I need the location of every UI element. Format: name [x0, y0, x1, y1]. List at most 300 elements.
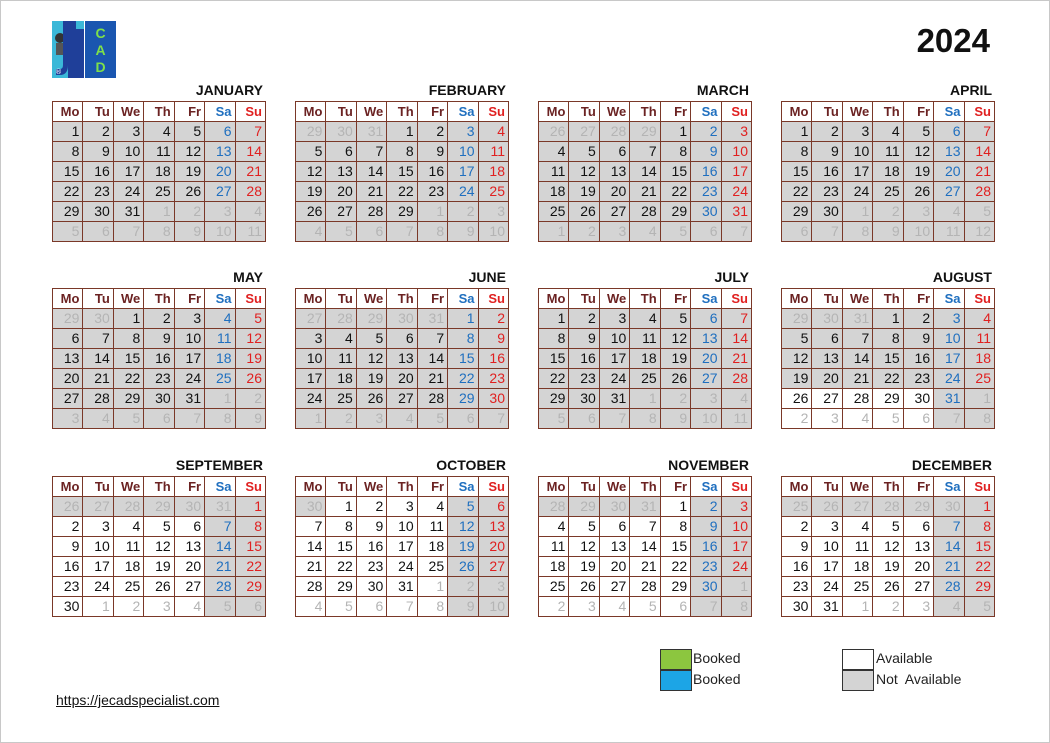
- day-cell[interactable]: 31: [387, 577, 417, 597]
- day-cell[interactable]: 17: [113, 162, 143, 182]
- day-cell[interactable]: 20: [478, 537, 508, 557]
- day-cell[interactable]: 16: [417, 162, 447, 182]
- day-cell[interactable]: 23: [782, 577, 812, 597]
- day-cell[interactable]: 18: [144, 162, 174, 182]
- day-cell-outside-month[interactable]: 3: [53, 409, 83, 429]
- day-cell[interactable]: 8: [53, 142, 83, 162]
- day-cell[interactable]: 27: [903, 577, 933, 597]
- day-cell[interactable]: 14: [356, 162, 386, 182]
- day-cell-outside-month[interactable]: 7: [599, 409, 629, 429]
- day-cell-outside-month[interactable]: 2: [174, 202, 204, 222]
- day-cell[interactable]: 23: [691, 557, 721, 577]
- day-cell[interactable]: 4: [964, 309, 994, 329]
- day-cell[interactable]: 21: [964, 162, 994, 182]
- day-cell-outside-month[interactable]: 6: [356, 597, 386, 617]
- day-cell[interactable]: 21: [630, 182, 660, 202]
- day-cell[interactable]: 23: [903, 369, 933, 389]
- day-cell[interactable]: 21: [83, 369, 113, 389]
- day-cell[interactable]: 15: [326, 537, 356, 557]
- day-cell[interactable]: 1: [387, 122, 417, 142]
- day-cell[interactable]: 15: [660, 162, 690, 182]
- day-cell-outside-month[interactable]: 6: [144, 409, 174, 429]
- day-cell[interactable]: 8: [782, 142, 812, 162]
- day-cell[interactable]: 3: [721, 497, 751, 517]
- day-cell[interactable]: 11: [113, 537, 143, 557]
- day-cell[interactable]: 12: [296, 162, 326, 182]
- day-cell[interactable]: 3: [387, 497, 417, 517]
- day-cell-outside-month[interactable]: 30: [387, 309, 417, 329]
- day-cell[interactable]: 21: [296, 557, 326, 577]
- day-cell[interactable]: 12: [569, 537, 599, 557]
- day-cell[interactable]: 7: [630, 142, 660, 162]
- day-cell[interactable]: 16: [691, 537, 721, 557]
- day-cell[interactable]: 29: [326, 577, 356, 597]
- day-cell[interactable]: 30: [569, 389, 599, 409]
- day-cell[interactable]: 28: [934, 577, 964, 597]
- day-cell[interactable]: 23: [691, 182, 721, 202]
- day-cell[interactable]: 3: [174, 309, 204, 329]
- day-cell[interactable]: 16: [53, 557, 83, 577]
- day-cell[interactable]: 17: [83, 557, 113, 577]
- day-cell-outside-month[interactable]: 5: [630, 597, 660, 617]
- day-cell[interactable]: 3: [842, 122, 872, 142]
- day-cell[interactable]: 25: [873, 182, 903, 202]
- day-cell[interactable]: 12: [235, 329, 265, 349]
- day-cell-outside-month[interactable]: 29: [53, 309, 83, 329]
- day-cell-outside-month[interactable]: 30: [599, 497, 629, 517]
- day-cell[interactable]: 25: [478, 182, 508, 202]
- day-cell[interactable]: 5: [903, 122, 933, 142]
- day-cell[interactable]: 27: [599, 202, 629, 222]
- day-cell[interactable]: 24: [113, 182, 143, 202]
- day-cell[interactable]: 2: [691, 122, 721, 142]
- day-cell-outside-month[interactable]: 26: [53, 497, 83, 517]
- day-cell[interactable]: 31: [599, 389, 629, 409]
- day-cell-outside-month[interactable]: 2: [569, 222, 599, 242]
- day-cell[interactable]: 18: [630, 349, 660, 369]
- website-link[interactable]: https://jecadspecialist.com: [56, 692, 220, 708]
- day-cell[interactable]: 18: [326, 369, 356, 389]
- day-cell[interactable]: 17: [721, 162, 751, 182]
- day-cell[interactable]: 4: [326, 329, 356, 349]
- day-cell[interactable]: 9: [478, 329, 508, 349]
- day-cell[interactable]: 16: [569, 349, 599, 369]
- day-cell[interactable]: 27: [599, 577, 629, 597]
- day-cell-outside-month[interactable]: 11: [934, 222, 964, 242]
- day-cell[interactable]: 1: [782, 122, 812, 142]
- day-cell[interactable]: 29: [539, 389, 569, 409]
- day-cell[interactable]: 13: [903, 537, 933, 557]
- day-cell-outside-month[interactable]: 7: [812, 222, 842, 242]
- day-cell[interactable]: 14: [296, 537, 326, 557]
- day-cell[interactable]: 28: [83, 389, 113, 409]
- day-cell[interactable]: 11: [205, 329, 235, 349]
- day-cell[interactable]: 12: [660, 329, 690, 349]
- day-cell-outside-month[interactable]: 7: [387, 222, 417, 242]
- day-cell[interactable]: 16: [782, 557, 812, 577]
- day-cell-outside-month[interactable]: 2: [448, 577, 478, 597]
- day-cell[interactable]: 15: [235, 537, 265, 557]
- day-cell[interactable]: 31: [113, 202, 143, 222]
- day-cell[interactable]: 9: [53, 537, 83, 557]
- day-cell[interactable]: 10: [934, 329, 964, 349]
- day-cell[interactable]: 2: [83, 122, 113, 142]
- day-cell-outside-month[interactable]: 31: [356, 122, 386, 142]
- day-cell[interactable]: 13: [691, 329, 721, 349]
- day-cell-outside-month[interactable]: 8: [964, 409, 994, 429]
- day-cell[interactable]: 2: [691, 497, 721, 517]
- day-cell-outside-month[interactable]: 28: [113, 497, 143, 517]
- day-cell[interactable]: 31: [721, 202, 751, 222]
- day-cell[interactable]: 27: [691, 369, 721, 389]
- day-cell[interactable]: 17: [812, 557, 842, 577]
- day-cell[interactable]: 17: [721, 537, 751, 557]
- day-cell-outside-month[interactable]: 11: [235, 222, 265, 242]
- day-cell-outside-month[interactable]: 1: [630, 389, 660, 409]
- day-cell[interactable]: 8: [660, 142, 690, 162]
- day-cell[interactable]: 25: [113, 577, 143, 597]
- day-cell-outside-month[interactable]: 5: [113, 409, 143, 429]
- day-cell[interactable]: 24: [387, 557, 417, 577]
- day-cell[interactable]: 17: [387, 537, 417, 557]
- day-cell-outside-month[interactable]: 30: [296, 497, 326, 517]
- day-cell[interactable]: 10: [599, 329, 629, 349]
- day-cell[interactable]: 28: [296, 577, 326, 597]
- day-cell[interactable]: 8: [235, 517, 265, 537]
- day-cell[interactable]: 13: [326, 162, 356, 182]
- day-cell[interactable]: 16: [812, 162, 842, 182]
- day-cell[interactable]: 26: [235, 369, 265, 389]
- day-cell[interactable]: 13: [599, 537, 629, 557]
- day-cell[interactable]: 21: [356, 182, 386, 202]
- day-cell[interactable]: 17: [934, 349, 964, 369]
- day-cell[interactable]: 9: [691, 142, 721, 162]
- day-cell[interactable]: 26: [144, 577, 174, 597]
- day-cell-outside-month[interactable]: 2: [782, 409, 812, 429]
- day-cell-outside-month[interactable]: 29: [903, 497, 933, 517]
- day-cell[interactable]: 13: [53, 349, 83, 369]
- day-cell[interactable]: 30: [903, 389, 933, 409]
- day-cell[interactable]: 2: [144, 309, 174, 329]
- day-cell[interactable]: 25: [539, 577, 569, 597]
- day-cell[interactable]: 28: [630, 202, 660, 222]
- day-cell[interactable]: 5: [448, 497, 478, 517]
- day-cell-outside-month[interactable]: 7: [113, 222, 143, 242]
- day-cell[interactable]: 24: [296, 389, 326, 409]
- day-cell[interactable]: 6: [387, 329, 417, 349]
- day-cell[interactable]: 14: [83, 349, 113, 369]
- day-cell[interactable]: 22: [235, 557, 265, 577]
- day-cell-outside-month[interactable]: 27: [569, 122, 599, 142]
- day-cell[interactable]: 18: [539, 182, 569, 202]
- day-cell[interactable]: 19: [144, 557, 174, 577]
- day-cell[interactable]: 20: [599, 557, 629, 577]
- day-cell-outside-month[interactable]: 4: [842, 409, 872, 429]
- day-cell[interactable]: 6: [903, 517, 933, 537]
- day-cell-outside-month[interactable]: 7: [387, 597, 417, 617]
- day-cell-outside-month[interactable]: 2: [539, 597, 569, 617]
- day-cell-outside-month[interactable]: 5: [326, 222, 356, 242]
- day-cell-outside-month[interactable]: 1: [417, 202, 447, 222]
- day-cell-outside-month[interactable]: 3: [205, 202, 235, 222]
- day-cell[interactable]: 11: [873, 142, 903, 162]
- day-cell-outside-month[interactable]: 2: [660, 389, 690, 409]
- day-cell-outside-month[interactable]: 4: [387, 409, 417, 429]
- day-cell-outside-month[interactable]: 5: [539, 409, 569, 429]
- day-cell[interactable]: 16: [83, 162, 113, 182]
- day-cell[interactable]: 29: [660, 202, 690, 222]
- day-cell-outside-month[interactable]: 3: [569, 597, 599, 617]
- day-cell[interactable]: 3: [812, 517, 842, 537]
- day-cell-outside-month[interactable]: 10: [478, 222, 508, 242]
- day-cell[interactable]: 20: [599, 182, 629, 202]
- day-cell[interactable]: 19: [903, 162, 933, 182]
- day-cell[interactable]: 4: [113, 517, 143, 537]
- day-cell-outside-month[interactable]: 9: [448, 597, 478, 617]
- day-cell[interactable]: 3: [599, 309, 629, 329]
- day-cell[interactable]: 27: [326, 202, 356, 222]
- day-cell-outside-month[interactable]: 6: [782, 222, 812, 242]
- day-cell[interactable]: 4: [205, 309, 235, 329]
- day-cell-outside-month[interactable]: 29: [782, 309, 812, 329]
- day-cell[interactable]: 22: [448, 369, 478, 389]
- day-cell-outside-month[interactable]: 4: [721, 389, 751, 409]
- day-cell[interactable]: 13: [934, 142, 964, 162]
- day-cell-outside-month[interactable]: 4: [599, 597, 629, 617]
- day-cell-outside-month[interactable]: 2: [873, 597, 903, 617]
- day-cell[interactable]: 17: [448, 162, 478, 182]
- day-cell[interactable]: 26: [569, 202, 599, 222]
- day-cell-outside-month[interactable]: 5: [326, 597, 356, 617]
- day-cell-outside-month[interactable]: 2: [873, 202, 903, 222]
- day-cell-outside-month[interactable]: 29: [144, 497, 174, 517]
- day-cell-outside-month[interactable]: 7: [478, 409, 508, 429]
- day-cell-outside-month[interactable]: 29: [569, 497, 599, 517]
- day-cell[interactable]: 20: [812, 369, 842, 389]
- day-cell[interactable]: 3: [83, 517, 113, 537]
- day-cell[interactable]: 4: [539, 142, 569, 162]
- day-cell[interactable]: 4: [417, 497, 447, 517]
- day-cell[interactable]: 15: [53, 162, 83, 182]
- day-cell[interactable]: 8: [660, 517, 690, 537]
- day-cell[interactable]: 6: [174, 517, 204, 537]
- day-cell-outside-month[interactable]: 27: [842, 497, 872, 517]
- day-cell-outside-month[interactable]: 31: [417, 309, 447, 329]
- day-cell[interactable]: 19: [448, 537, 478, 557]
- day-cell[interactable]: 22: [326, 557, 356, 577]
- day-cell[interactable]: 13: [478, 517, 508, 537]
- day-cell[interactable]: 14: [630, 537, 660, 557]
- day-cell[interactable]: 5: [569, 142, 599, 162]
- day-cell[interactable]: 23: [812, 182, 842, 202]
- day-cell-outside-month[interactable]: 10: [478, 597, 508, 617]
- day-cell[interactable]: 26: [660, 369, 690, 389]
- day-cell[interactable]: 24: [599, 369, 629, 389]
- day-cell[interactable]: 29: [53, 202, 83, 222]
- day-cell[interactable]: 24: [721, 182, 751, 202]
- day-cell[interactable]: 29: [782, 202, 812, 222]
- day-cell-outside-month[interactable]: 1: [539, 222, 569, 242]
- day-cell-outside-month[interactable]: 6: [83, 222, 113, 242]
- day-cell-outside-month[interactable]: 1: [205, 389, 235, 409]
- day-cell[interactable]: 18: [539, 557, 569, 577]
- day-cell[interactable]: 23: [417, 182, 447, 202]
- day-cell[interactable]: 6: [812, 329, 842, 349]
- day-cell-outside-month[interactable]: 3: [478, 577, 508, 597]
- day-cell[interactable]: 15: [660, 537, 690, 557]
- day-cell[interactable]: 9: [144, 329, 174, 349]
- day-cell[interactable]: 4: [478, 122, 508, 142]
- day-cell[interactable]: 23: [569, 369, 599, 389]
- day-cell[interactable]: 28: [417, 389, 447, 409]
- day-cell[interactable]: 25: [964, 369, 994, 389]
- day-cell[interactable]: 7: [721, 309, 751, 329]
- day-cell[interactable]: 21: [235, 162, 265, 182]
- day-cell-outside-month[interactable]: 3: [903, 202, 933, 222]
- day-cell[interactable]: 8: [113, 329, 143, 349]
- day-cell[interactable]: 5: [235, 309, 265, 329]
- day-cell-outside-month[interactable]: 9: [448, 222, 478, 242]
- day-cell[interactable]: 13: [174, 537, 204, 557]
- day-cell-outside-month[interactable]: 6: [903, 409, 933, 429]
- day-cell-outside-month[interactable]: 6: [660, 597, 690, 617]
- day-cell[interactable]: 10: [721, 517, 751, 537]
- day-cell-outside-month[interactable]: 25: [782, 497, 812, 517]
- day-cell-outside-month[interactable]: 6: [235, 597, 265, 617]
- day-cell[interactable]: 2: [782, 517, 812, 537]
- day-cell[interactable]: 31: [174, 389, 204, 409]
- day-cell-outside-month[interactable]: 1: [842, 597, 872, 617]
- day-cell[interactable]: 15: [782, 162, 812, 182]
- day-cell[interactable]: 6: [326, 142, 356, 162]
- day-cell[interactable]: 14: [934, 537, 964, 557]
- day-cell[interactable]: 10: [296, 349, 326, 369]
- day-cell[interactable]: 9: [903, 329, 933, 349]
- day-cell[interactable]: 20: [903, 557, 933, 577]
- day-cell[interactable]: 2: [53, 517, 83, 537]
- day-cell-outside-month[interactable]: 8: [205, 409, 235, 429]
- day-cell[interactable]: 16: [144, 349, 174, 369]
- day-cell[interactable]: 6: [478, 497, 508, 517]
- day-cell-outside-month[interactable]: 28: [326, 309, 356, 329]
- day-cell[interactable]: 24: [812, 577, 842, 597]
- day-cell[interactable]: 27: [478, 557, 508, 577]
- day-cell[interactable]: 14: [205, 537, 235, 557]
- day-cell[interactable]: 3: [113, 122, 143, 142]
- day-cell-outside-month[interactable]: 6: [569, 409, 599, 429]
- day-cell[interactable]: 10: [113, 142, 143, 162]
- day-cell-outside-month[interactable]: 10: [903, 222, 933, 242]
- day-cell-outside-month[interactable]: 30: [934, 497, 964, 517]
- day-cell[interactable]: 19: [174, 162, 204, 182]
- day-cell-outside-month[interactable]: 10: [205, 222, 235, 242]
- day-cell[interactable]: 7: [934, 517, 964, 537]
- day-cell[interactable]: 5: [174, 122, 204, 142]
- day-cell-outside-month[interactable]: 10: [691, 409, 721, 429]
- day-cell[interactable]: 27: [812, 389, 842, 409]
- day-cell[interactable]: 12: [174, 142, 204, 162]
- day-cell-outside-month[interactable]: 2: [113, 597, 143, 617]
- day-cell[interactable]: 24: [174, 369, 204, 389]
- day-cell[interactable]: 8: [964, 517, 994, 537]
- day-cell[interactable]: 5: [569, 517, 599, 537]
- day-cell[interactable]: 10: [812, 537, 842, 557]
- day-cell[interactable]: 24: [842, 182, 872, 202]
- day-cell[interactable]: 15: [873, 349, 903, 369]
- day-cell[interactable]: 7: [964, 122, 994, 142]
- day-cell-outside-month[interactable]: 7: [174, 409, 204, 429]
- day-cell[interactable]: 23: [53, 577, 83, 597]
- day-cell[interactable]: 10: [842, 142, 872, 162]
- day-cell-outside-month[interactable]: 30: [83, 309, 113, 329]
- day-cell-outside-month[interactable]: 8: [417, 597, 447, 617]
- day-cell[interactable]: 13: [812, 349, 842, 369]
- day-cell[interactable]: 7: [205, 517, 235, 537]
- day-cell[interactable]: 19: [296, 182, 326, 202]
- day-cell[interactable]: 21: [842, 369, 872, 389]
- day-cell-outside-month[interactable]: 4: [630, 222, 660, 242]
- day-cell[interactable]: 30: [356, 577, 386, 597]
- day-cell[interactable]: 9: [812, 142, 842, 162]
- day-cell-outside-month[interactable]: 1: [842, 202, 872, 222]
- day-cell[interactable]: 21: [934, 557, 964, 577]
- day-cell-outside-month[interactable]: 12: [964, 222, 994, 242]
- day-cell-outside-month[interactable]: 28: [599, 122, 629, 142]
- day-cell-outside-month[interactable]: 2: [235, 389, 265, 409]
- day-cell[interactable]: 1: [326, 497, 356, 517]
- day-cell[interactable]: 14: [842, 349, 872, 369]
- day-cell-outside-month[interactable]: 9: [235, 409, 265, 429]
- day-cell-outside-month[interactable]: 1: [296, 409, 326, 429]
- day-cell[interactable]: 30: [83, 202, 113, 222]
- day-cell[interactable]: 27: [205, 182, 235, 202]
- day-cell-outside-month[interactable]: 3: [599, 222, 629, 242]
- day-cell[interactable]: 29: [113, 389, 143, 409]
- day-cell-outside-month[interactable]: 5: [873, 409, 903, 429]
- day-cell-outside-month[interactable]: 3: [812, 409, 842, 429]
- day-cell[interactable]: 7: [842, 329, 872, 349]
- day-cell-outside-month[interactable]: 5: [205, 597, 235, 617]
- day-cell[interactable]: 5: [873, 517, 903, 537]
- day-cell[interactable]: 31: [934, 389, 964, 409]
- day-cell[interactable]: 6: [205, 122, 235, 142]
- day-cell[interactable]: 30: [812, 202, 842, 222]
- day-cell[interactable]: 1: [53, 122, 83, 142]
- day-cell-outside-month[interactable]: 28: [873, 497, 903, 517]
- day-cell-outside-month[interactable]: 6: [448, 409, 478, 429]
- day-cell[interactable]: 26: [903, 182, 933, 202]
- day-cell-outside-month[interactable]: 5: [964, 202, 994, 222]
- day-cell-outside-month[interactable]: 4: [296, 597, 326, 617]
- day-cell[interactable]: 21: [205, 557, 235, 577]
- day-cell[interactable]: 5: [356, 329, 386, 349]
- day-cell-outside-month[interactable]: 31: [630, 497, 660, 517]
- day-cell[interactable]: 27: [53, 389, 83, 409]
- day-cell-outside-month[interactable]: 8: [144, 222, 174, 242]
- day-cell[interactable]: 2: [569, 309, 599, 329]
- day-cell[interactable]: 6: [691, 309, 721, 329]
- day-cell-outside-month[interactable]: 30: [174, 497, 204, 517]
- day-cell-outside-month[interactable]: 4: [83, 409, 113, 429]
- day-cell[interactable]: 12: [144, 537, 174, 557]
- day-cell[interactable]: 30: [691, 202, 721, 222]
- day-cell[interactable]: 3: [296, 329, 326, 349]
- day-cell[interactable]: 11: [842, 537, 872, 557]
- day-cell[interactable]: 14: [630, 162, 660, 182]
- day-cell[interactable]: 19: [235, 349, 265, 369]
- day-cell[interactable]: 10: [448, 142, 478, 162]
- day-cell-outside-month[interactable]: 2: [326, 409, 356, 429]
